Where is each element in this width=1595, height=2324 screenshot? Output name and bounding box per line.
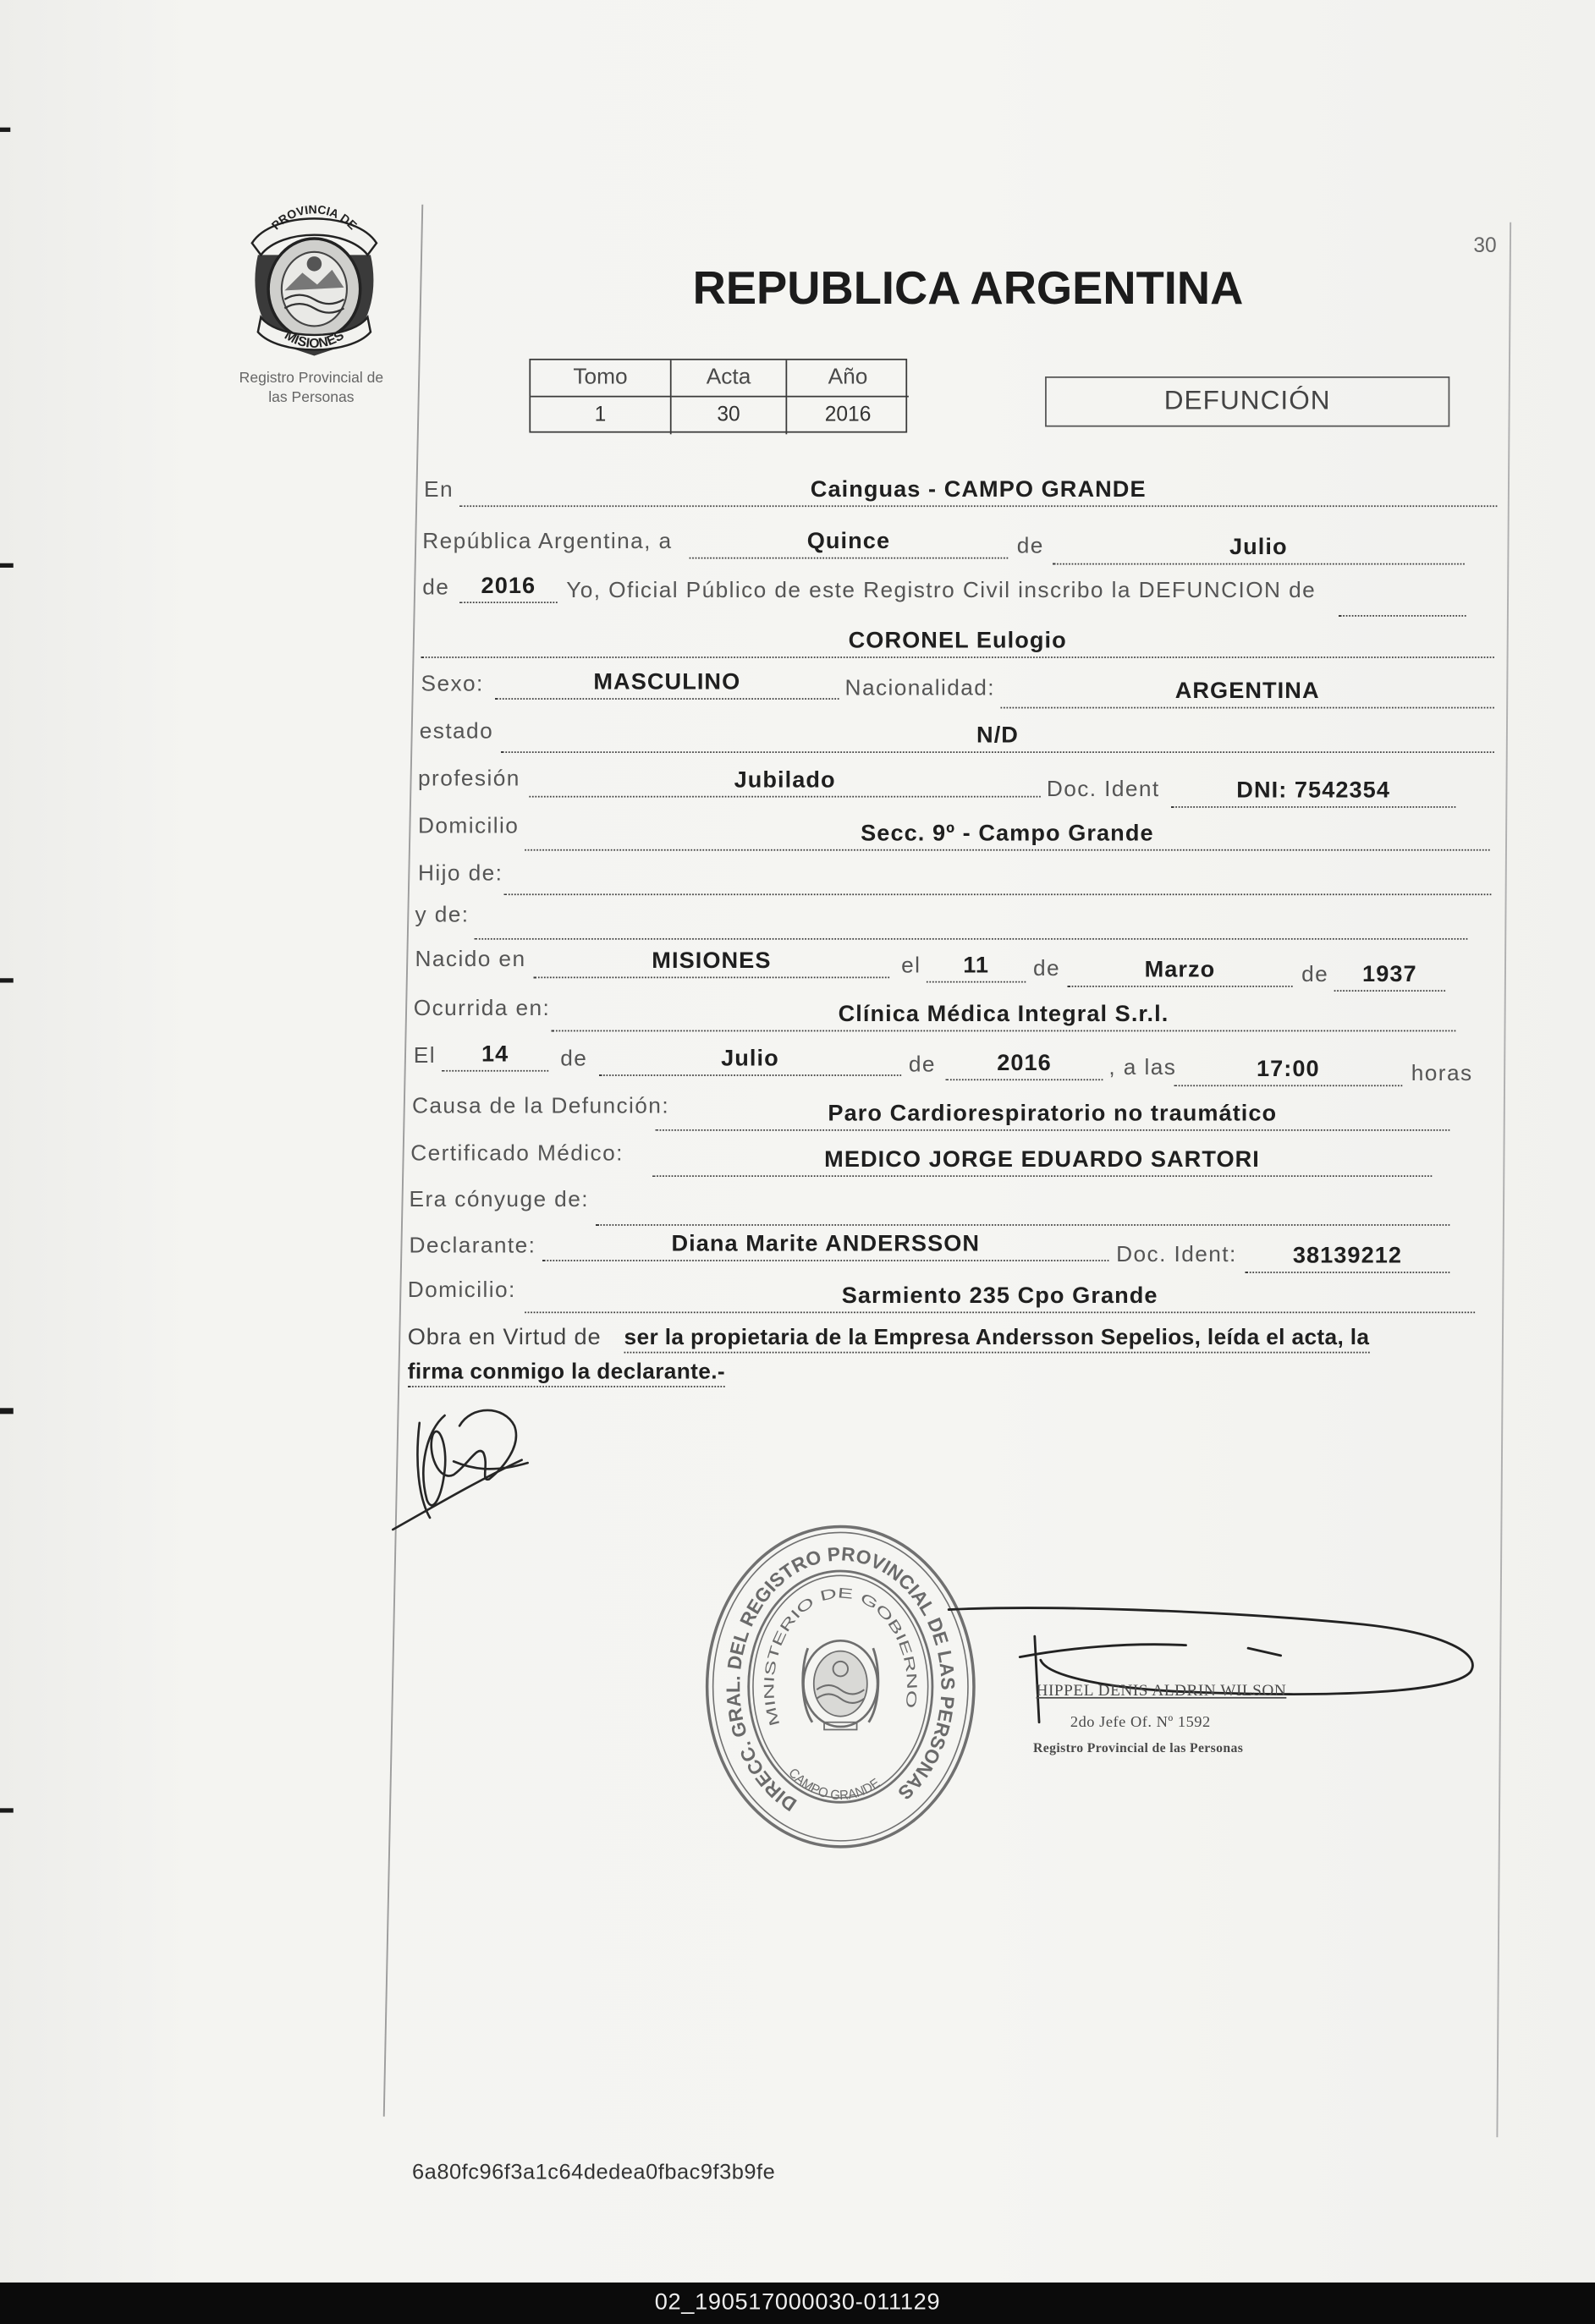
field-sex: MASCULINO bbox=[495, 670, 839, 700]
label-birth-place: Nacido en bbox=[415, 947, 526, 973]
label-sex: Sexo: bbox=[421, 671, 484, 697]
logo-caption-line2: las Personas bbox=[268, 389, 355, 407]
table-header-acta: Acta bbox=[672, 360, 788, 398]
table-header-ano: Año bbox=[787, 360, 909, 398]
label-declarant-domicile: Domicilio: bbox=[407, 1277, 516, 1303]
stamp-emblem-icon bbox=[803, 1640, 878, 1729]
field-death-month: Julio bbox=[599, 1047, 901, 1076]
label-hours: horas bbox=[1411, 1061, 1473, 1087]
in-virtue-text-line1: ser la propietaria de la Empresa Andersson Sepelios, leída el acta, la bbox=[624, 1323, 1370, 1353]
field-occurred-at: Clínica Médica Integral S.r.l. bbox=[552, 1002, 1456, 1031]
field-registration-year: 2016 bbox=[459, 574, 558, 603]
label-death-time: , a las bbox=[1108, 1055, 1177, 1081]
official-signature bbox=[949, 1608, 1472, 1722]
label-nationality: Nacionalidad: bbox=[844, 675, 996, 701]
field-medical-certificate: MEDICO JORGE EDUARDO SARTORI bbox=[652, 1147, 1432, 1177]
label-occurred-at: Ocurrida en: bbox=[413, 996, 551, 1022]
declarant-signature bbox=[393, 1410, 527, 1530]
field-birth-day: 11 bbox=[927, 953, 1026, 982]
label-death-year: de bbox=[908, 1052, 936, 1078]
label-profession: profesión bbox=[418, 766, 520, 792]
right-margin-line bbox=[1497, 223, 1510, 2137]
logo-top-text: PROVINCIA DE bbox=[268, 204, 360, 233]
label-birth-year: de bbox=[1301, 961, 1329, 987]
stamp-inner-top-text: MINISTERIO DE GOBIERNO bbox=[761, 1585, 921, 1728]
field-deceased-name: CORONEL Eulogio bbox=[421, 629, 1494, 658]
field-spouse bbox=[596, 1196, 1449, 1226]
label-id-document: Doc. Ident bbox=[1046, 777, 1160, 802]
logo-bottom-text: MISIONES bbox=[282, 327, 347, 351]
label-spouse: Era cónyuge de: bbox=[409, 1187, 589, 1213]
label-declarant: Declarante: bbox=[409, 1233, 536, 1259]
signatory-name: HIPPEL DENIS ALDRIN WILSON bbox=[1036, 1682, 1287, 1700]
field-place: Cainguas - CAMPO GRANDE bbox=[459, 477, 1497, 507]
table-value-tomo: 1 bbox=[531, 398, 671, 435]
label-place: En bbox=[424, 477, 454, 503]
signatory-position: 2do Jefe Of. Nº 1592 bbox=[1070, 1714, 1211, 1732]
stamp-outer-text: DIRECC. GRAL. DEL REGISTRO PROVINCIAL DE LAS PERSONAS bbox=[722, 1542, 960, 1816]
field-birth-year: 1937 bbox=[1334, 962, 1445, 992]
table-value-ano: 2016 bbox=[824, 401, 872, 426]
field-birth-place: MISIONES bbox=[534, 948, 889, 978]
misiones-coat-of-arms-icon bbox=[243, 205, 385, 359]
field-birth-month: Marzo bbox=[1067, 958, 1292, 987]
logo-caption-line1: Registro Provincial de bbox=[239, 370, 384, 387]
field-father bbox=[504, 865, 1492, 895]
label-registration-date: República Argentina, a bbox=[422, 529, 673, 555]
label-birth-month: de bbox=[1033, 955, 1061, 981]
label-mother: y de: bbox=[415, 902, 470, 928]
label-birth-day: el bbox=[901, 953, 921, 979]
label-cause: Causa de la Defunción: bbox=[412, 1093, 670, 1119]
file-id-bar: 02_190517000030-011129 bbox=[0, 2283, 1595, 2324]
record-type-box: DEFUNCIÓN bbox=[1045, 376, 1449, 427]
field-declarant-domicile: Sarmiento 235 Cpo Grande bbox=[525, 1283, 1475, 1313]
label-domicile: Domicilio bbox=[418, 813, 520, 839]
field-declarant-doc: 38139212 bbox=[1246, 1244, 1450, 1273]
table-header-tomo: Tomo bbox=[531, 360, 671, 398]
label-declarant-doc: Doc. Ident: bbox=[1116, 1242, 1237, 1267]
officer-statement: Yo, Oficial Público de este Registro Civil inscribo la DEFUNCION de bbox=[566, 578, 1317, 604]
field-nationality: ARGENTINA bbox=[1001, 679, 1494, 708]
field-domicile: Secc. 9º - Campo Grande bbox=[525, 821, 1489, 851]
field-statement-blank bbox=[1339, 587, 1466, 617]
document-hash: 6a80fc96f3a1c64dedea0fbac9f3b9fe bbox=[412, 2161, 776, 2185]
field-registration-month: Julio bbox=[1053, 535, 1465, 564]
label-registration-month: de bbox=[1016, 533, 1044, 559]
page-title: REPUBLICA ARGENTINA bbox=[692, 262, 1244, 315]
official-stamp bbox=[707, 1526, 974, 1846]
label-father: Hijo de: bbox=[418, 860, 503, 887]
page-number: 30 bbox=[1473, 233, 1497, 257]
stamp-inner-bottom-text: CAMPO GRANDE bbox=[785, 1766, 883, 1804]
label-in-virtue: Obra en Virtud de bbox=[407, 1325, 602, 1350]
label-death-day: El bbox=[413, 1043, 436, 1069]
field-declarant: Diana Marite ANDERSSON bbox=[542, 1232, 1108, 1261]
register-table bbox=[529, 359, 907, 433]
table-value-acta: 30 bbox=[672, 398, 788, 435]
field-profession: Jubilado bbox=[529, 767, 1040, 797]
field-registration-day: Quince bbox=[690, 529, 1009, 558]
label-civil-status: estado bbox=[419, 718, 494, 744]
label-registration-year: de bbox=[422, 574, 450, 601]
field-death-day: 14 bbox=[442, 1042, 548, 1072]
field-cause: Paro Cardiorespiratorio no traumático bbox=[655, 1102, 1449, 1131]
field-death-time: 17:00 bbox=[1174, 1057, 1402, 1086]
field-id-document: DNI: 7542354 bbox=[1171, 778, 1455, 808]
signatory-office: Registro Provincial de las Personas bbox=[1033, 1739, 1244, 1755]
label-death-month: de bbox=[560, 1046, 588, 1072]
field-civil-status: N/D bbox=[501, 723, 1494, 753]
field-mother bbox=[475, 910, 1468, 940]
in-virtue-text-line2: firma conmigo la declarante.- bbox=[408, 1358, 725, 1387]
field-death-year: 2016 bbox=[946, 1051, 1103, 1080]
label-medical-certificate: Certificado Médico: bbox=[410, 1140, 624, 1167]
